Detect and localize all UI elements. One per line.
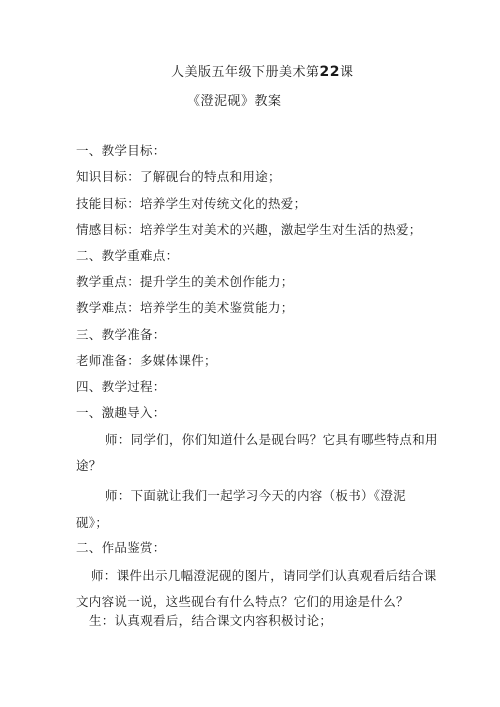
paragraph-line: 砚》；	[76, 515, 109, 530]
paragraph-line: 生：认真观看后，结合课文内容积极讨论；	[89, 613, 333, 628]
paragraph-line: 途？	[76, 458, 102, 473]
paragraph-line: 教学难点：培养学生的美术鉴赏能力；	[76, 300, 294, 315]
paragraph-line: 文内容说一说，这些砚台有什么特点？它们的用途是什么？	[76, 594, 409, 609]
subsection-heading: 一、激趣导入：	[76, 405, 166, 420]
document-title	[171, 64, 354, 81]
section-heading: 三、教学准备：	[76, 327, 166, 342]
title-suffix: 课	[340, 65, 354, 80]
paragraph-line: 情感目标：培养学生对美术的兴趣，激起学生对生活的热爱；	[76, 222, 422, 237]
document-subtitle: 《澄泥砚》教案	[187, 94, 282, 109]
section-heading: 一、教学目标：	[76, 143, 166, 158]
paragraph-line: 师：同学们，你们知道什么是砚台吗？它具有哪些特点和用	[105, 432, 438, 447]
paragraph-line: 知识目标：了解砚台的特点和用途；	[76, 169, 281, 184]
title-prefix: 人美版五年级下册美术第	[171, 65, 320, 80]
title-lesson-number: 22	[319, 64, 340, 80]
paragraph-line: 师：课件出示几幅澄泥砚的图片，请同学们认真观看后结合课	[91, 568, 437, 583]
subsection-heading: 二、作品鉴赏：	[76, 540, 166, 555]
section-heading: 二、教学重难点：	[76, 248, 179, 263]
paragraph-line: 教学重点：提升学生的美术创作能力；	[76, 274, 294, 289]
section-heading: 四、教学过程：	[76, 379, 166, 394]
paragraph-line: 师：下面就让我们一起学习今天的内容（板书）《澄泥	[105, 488, 406, 503]
paragraph-line: 技能目标：培养学生对传统文化的热爱；	[76, 196, 307, 211]
paragraph-line: 老师准备：多媒体课件；	[76, 353, 217, 368]
